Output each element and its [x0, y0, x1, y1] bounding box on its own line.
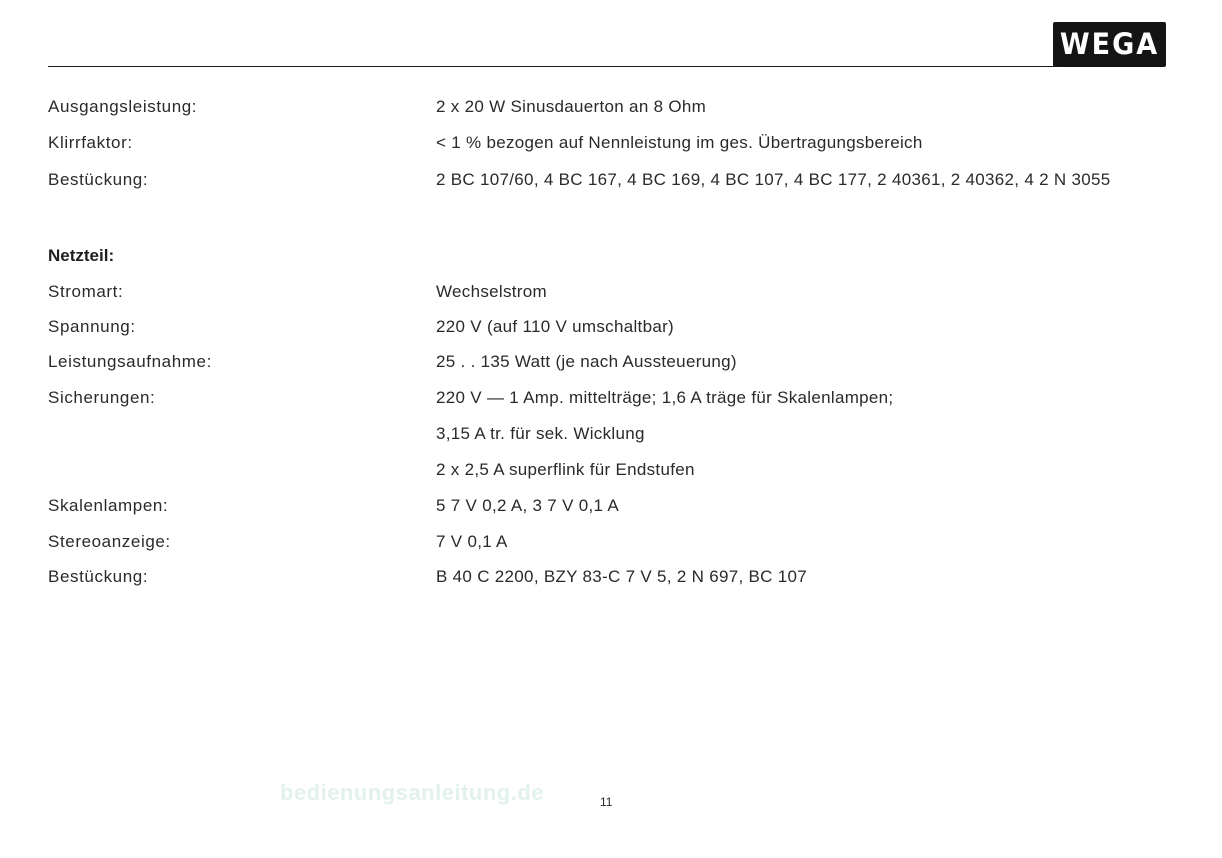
spec-value: 2 x 20 W Sinusdauerton an 8 Ohm: [436, 97, 707, 116]
spec-row-skalenlampen: [0, 496, 1222, 526]
spec-value: 220 V (auf 110 V umschaltbar): [436, 317, 675, 336]
wega-logo-text: WEGA: [1059, 27, 1160, 62]
header-rule: [48, 66, 1058, 67]
spec-label: Leistungsaufnahme:: [48, 352, 212, 371]
spec-label: Skalenlampen:: [48, 496, 169, 515]
spec-value: B 40 C 2200, BZY 83-C 7 V 5, 2 N 697, BC 107: [436, 567, 808, 586]
spec-row-sicherungen-cont-1: [0, 424, 1222, 454]
spec-value: 5 7 V 0,2 A, 3 7 V 0,1 A: [436, 496, 619, 515]
wega-logo: [1053, 22, 1166, 67]
spec-value: 3,15 A tr. für sek. Wicklung: [436, 424, 645, 443]
spec-label: Ausgangsleistung:: [48, 97, 198, 116]
page-number: 11: [600, 795, 613, 809]
spec-label: Sicherungen:: [48, 388, 156, 407]
spec-row-stereoanzeige: [0, 532, 1222, 562]
spec-row-spannung: [0, 317, 1222, 347]
spec-label: Bestückung:: [48, 170, 149, 189]
spec-label: Spannung:: [48, 317, 136, 336]
spec-row-sicherungen: [0, 388, 1222, 418]
spec-label: Bestückung:: [48, 567, 149, 586]
spec-value: 7 V 0,1 A: [436, 532, 508, 551]
spec-value: Wechselstrom: [436, 282, 547, 301]
spec-label: Stromart:: [48, 282, 124, 301]
spec-row-stromart: [0, 282, 1222, 312]
spec-row-leistungsaufnahme: [0, 352, 1222, 382]
spec-value: 2 BC 107/60, 4 BC 167, 4 BC 169, 4 BC 107, 4 BC 177, 2 40361, 2 40362, 4 2 N 3055: [436, 170, 1111, 189]
netzteil-heading: Netzteil:: [48, 246, 115, 265]
spec-label: Stereoanzeige:: [48, 532, 171, 551]
spec-row-bestueckung: [0, 170, 1222, 200]
spec-row-ausgangsleistung: [0, 97, 1222, 127]
spec-value: 220 V — 1 Amp. mittelträge; 1,6 A träge für Skalenlampen;: [436, 388, 894, 407]
spec-row-klirrfaktor: [0, 133, 1222, 163]
spec-row-netzteil-bestueckung: [0, 567, 1222, 597]
spec-value: < 1 % bezogen auf Nennleistung im ges. Übertragungsbereich: [436, 133, 923, 152]
watermark: bedienungsanleitung.de: [280, 780, 545, 805]
spec-value: 2 x 2,5 A superflink für Endstufen: [436, 460, 695, 479]
spec-label: Klirrfaktor:: [48, 133, 133, 152]
spec-row-sicherungen-cont-2: [0, 460, 1222, 490]
spec-value: 25 . . 135 Watt (je nach Aussteuerung): [436, 352, 737, 371]
